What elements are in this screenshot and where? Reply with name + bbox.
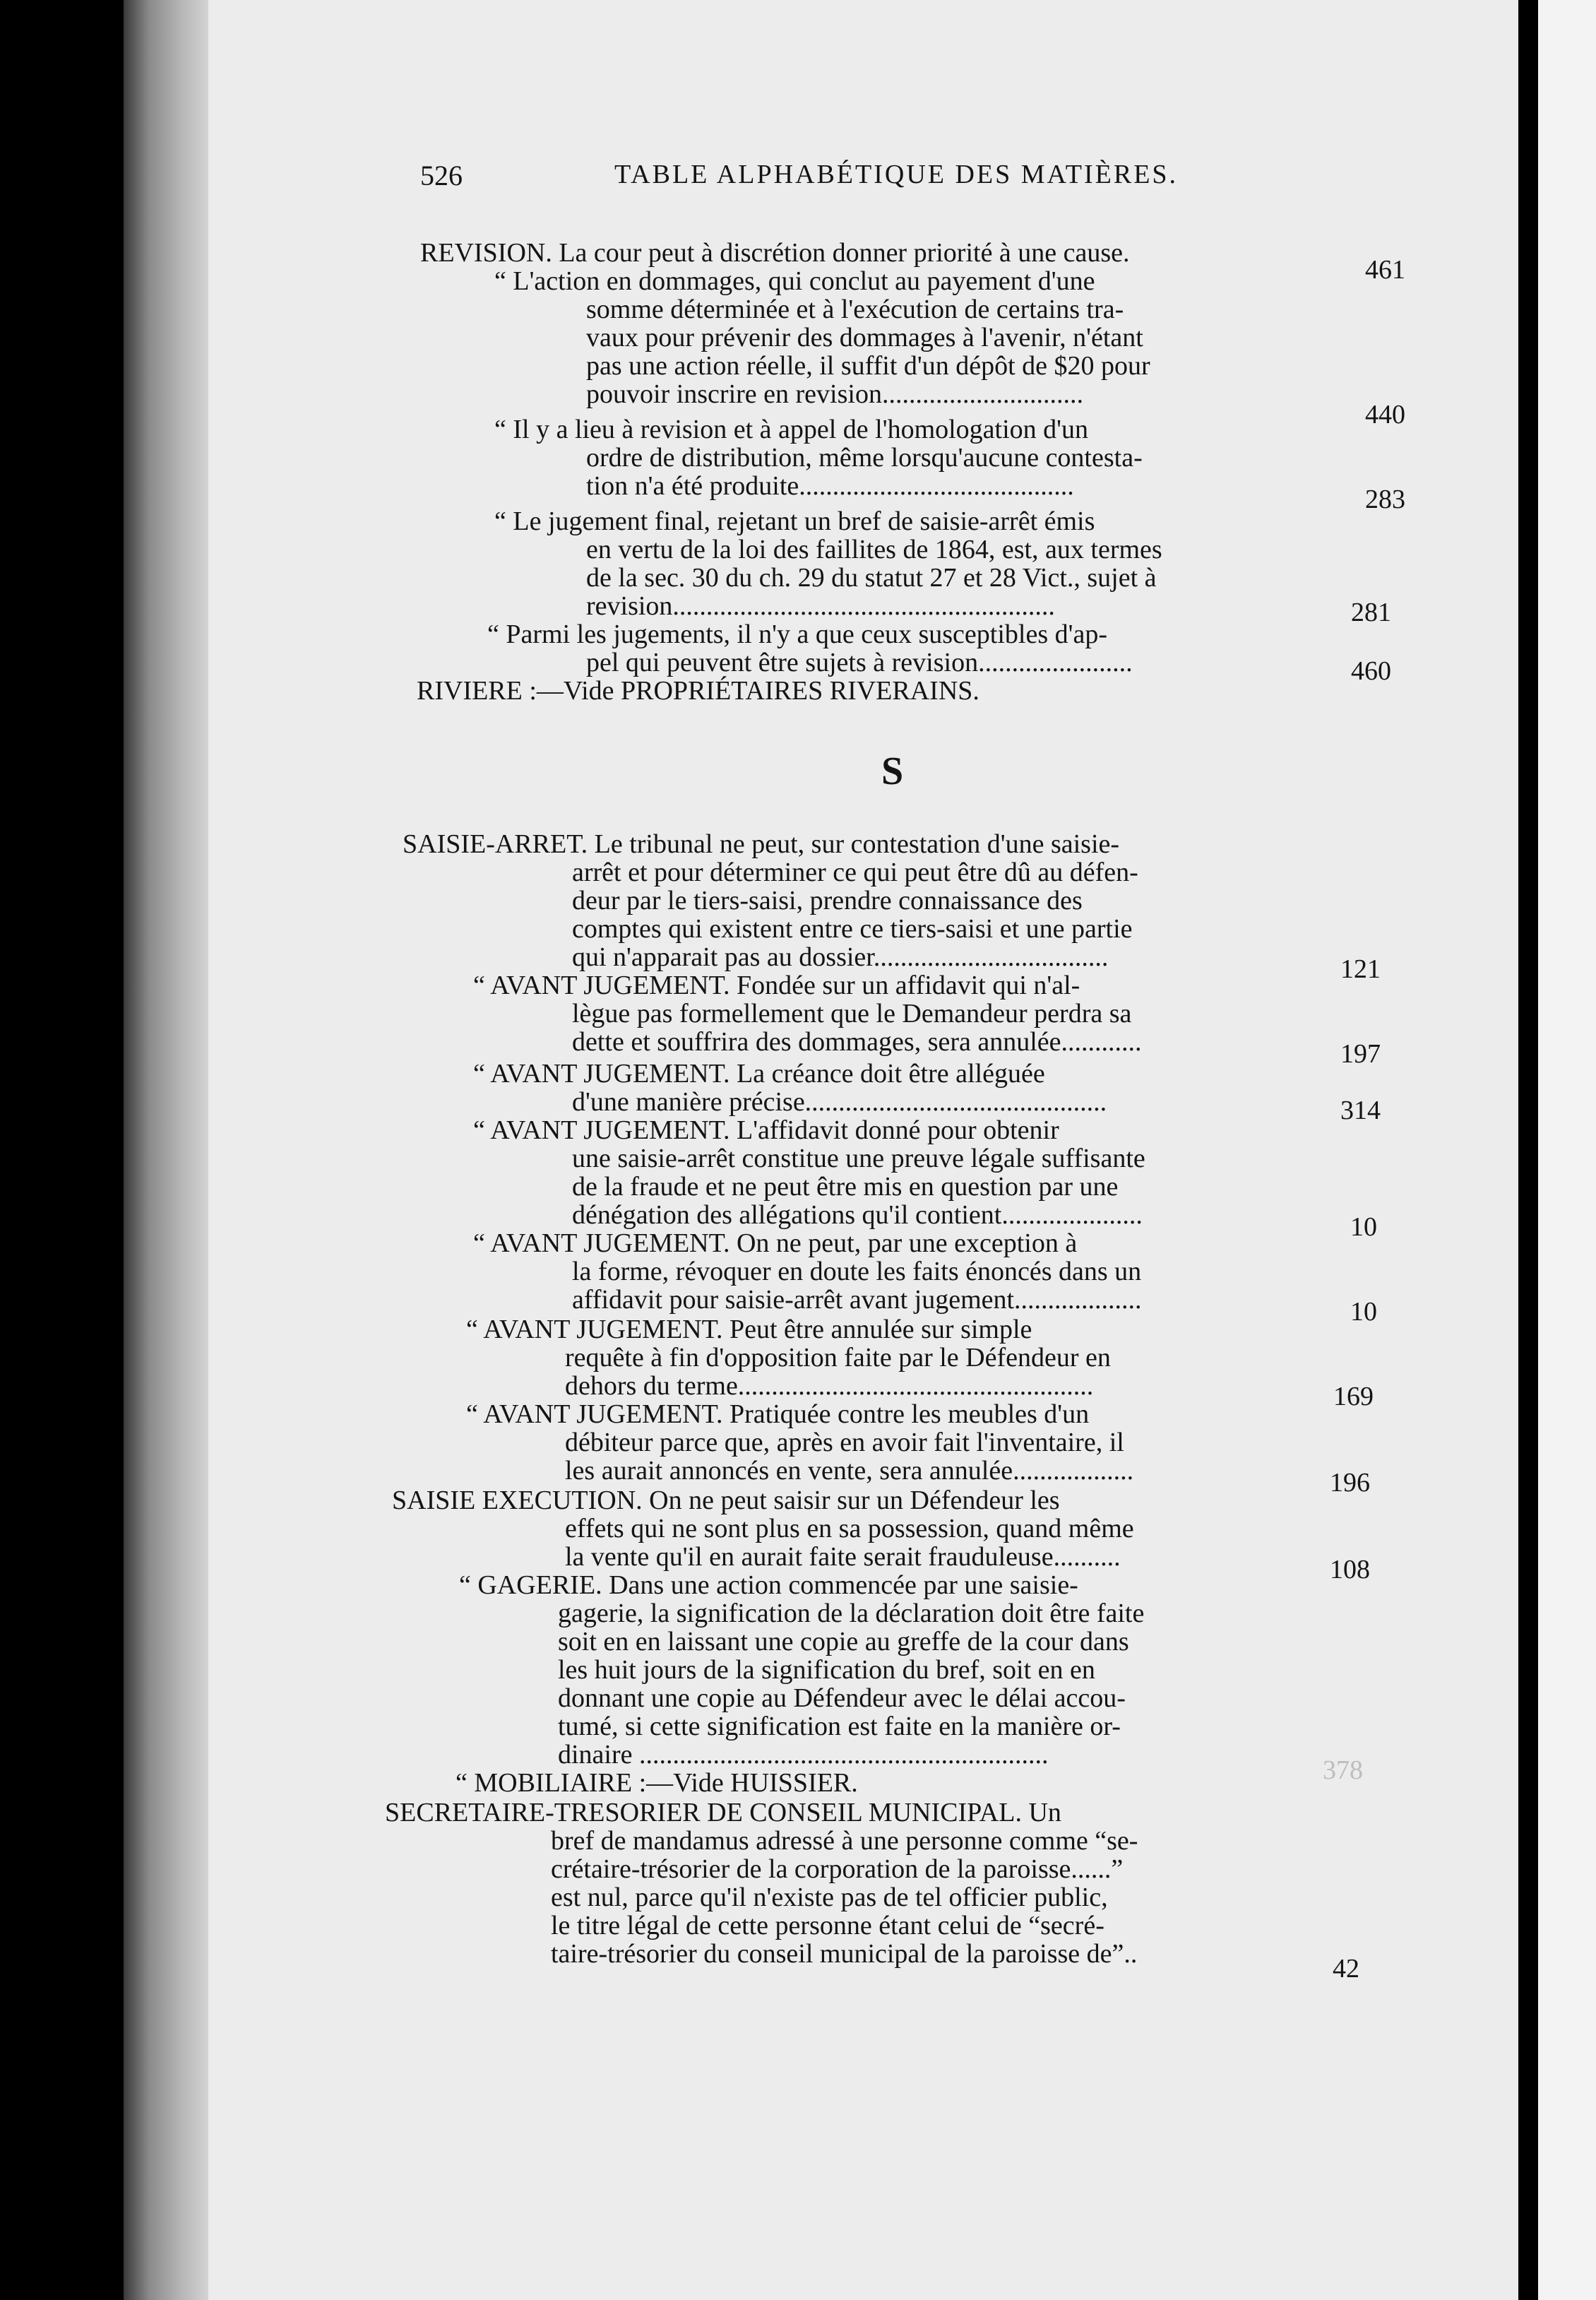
page-edge xyxy=(124,0,208,2300)
entry-line: dinaire ............................................................. xyxy=(558,1740,1049,1770)
entry-line: “ AVANT JUGEMENT. L'affidavit donné pour obtenir xyxy=(473,1115,1059,1145)
entry-line: REVISION. La cour peut à discrétion donner priorité à une cause. xyxy=(420,238,1130,268)
entry-line: dehors du terme..................................................... xyxy=(565,1371,1094,1401)
entry-line: SAISIE EXECUTION. On ne peut saisir sur un Défendeur les xyxy=(392,1486,1060,1515)
page-ref: 10 xyxy=(1350,1212,1377,1242)
entry-line: “ Le jugement final, rejetant un bref de saisie-arrêt émis xyxy=(494,506,1095,536)
entry-line: “ AVANT JUGEMENT. La créance doit être alléguée xyxy=(473,1059,1045,1089)
entry-line: vaux pour prévenir des dommages à l'avenir, n'étant xyxy=(586,323,1143,352)
page-ref: 121 xyxy=(1340,954,1381,984)
page-ref: 10 xyxy=(1350,1297,1377,1327)
entry-line: “ Parmi les jugements, il n'y a que ceux susceptibles d'ap- xyxy=(487,620,1107,649)
entry-line: “ AVANT JUGEMENT. Peut être annulée sur simple xyxy=(466,1315,1032,1344)
entry-line: “ MOBILIAIRE :—Vide HUISSIER. xyxy=(455,1768,858,1798)
entry-line: somme déterminée et à l'exécution de certains tra- xyxy=(586,295,1124,324)
page-ref: 42 xyxy=(1333,1954,1359,1984)
page-ref: 378 xyxy=(1323,1755,1363,1785)
entry-line: la vente qu'il en aurait faite serait frauduleuse.......... xyxy=(565,1542,1121,1572)
page-ref: 281 xyxy=(1351,598,1391,627)
entry-line: débiteur parce que, après en avoir fait l'inventaire, il xyxy=(565,1428,1124,1457)
entry-line: donnant une copie au Défendeur avec le délai accou- xyxy=(558,1683,1126,1713)
entry-line: ordre de distribution, même lorsqu'aucune contesta- xyxy=(586,443,1143,473)
page-ref: 460 xyxy=(1351,656,1391,686)
entry-line: de la fraude et ne peut être mis en question par une xyxy=(572,1172,1119,1202)
page-ref: 169 xyxy=(1333,1382,1374,1411)
entry-line: pel qui peuvent être sujets à revision....................... xyxy=(586,648,1133,677)
entry-line: affidavit pour saisie-arrêt avant jugement................... xyxy=(572,1285,1142,1315)
entry-line: deur par le tiers-saisi, prendre connaissance des xyxy=(572,886,1083,915)
entry-line: pas une action réelle, il suffit d'un dépôt de $20 pour xyxy=(586,351,1150,381)
entry-line: “ L'action en dommages, qui conclut au payement d'une xyxy=(494,266,1095,296)
entry-line: les huit jours de la signification du bref, soit en en xyxy=(558,1655,1095,1685)
page-ref: 197 xyxy=(1340,1039,1381,1069)
running-title: TABLE ALPHABÉTIQUE DES MATIÈRES. xyxy=(614,160,1179,189)
entry-line: pouvoir inscrire en revision.............................. xyxy=(586,379,1083,409)
entry-line: dette et souffrira des dommages, sera annulée............ xyxy=(572,1027,1142,1057)
section-letter: S xyxy=(881,749,904,793)
entry-line: “ GAGERIE. Dans une action commencée par une saisie- xyxy=(459,1570,1078,1600)
entry-line: comptes qui existent entre ce tiers-saisi et une partie xyxy=(572,914,1133,944)
entry-line: qui n'apparait pas au dossier................................... xyxy=(572,942,1109,972)
entry-line: une saisie-arrêt constitue une preuve légale suffisante xyxy=(572,1144,1145,1173)
entry-line: RIVIERE :—Vide PROPRIÉTAIRES RIVERAINS. xyxy=(417,676,979,706)
scan-background-left xyxy=(0,0,124,2300)
page-ref: 461 xyxy=(1365,255,1405,285)
entry-line: est nul, parce qu'il n'existe pas de tel officier public, xyxy=(551,1883,1108,1912)
entry-line: “ AVANT JUGEMENT. Fondée sur un affidavit qui n'al- xyxy=(473,971,1080,1000)
page-ref: 283 xyxy=(1365,485,1405,514)
entry-line: dénégation des allégations qu'il contient..................... xyxy=(572,1200,1143,1230)
entry-line: SAISIE-ARRET. Le tribunal ne peut, sur contestation d'une saisie- xyxy=(403,829,1120,859)
page-ref: 314 xyxy=(1340,1096,1381,1125)
entry-line: “ AVANT JUGEMENT. Pratiquée contre les meubles d'un xyxy=(466,1399,1090,1429)
page-ref: 108 xyxy=(1330,1555,1370,1584)
entry-line: “ Il y a lieu à revision et à appel de l'homologation d'un xyxy=(494,415,1089,444)
entry-line: la forme, révoquer en doute les faits énoncés dans un xyxy=(572,1257,1142,1286)
page-number: 526 xyxy=(420,160,463,191)
entry-line: revision......................................................... xyxy=(586,591,1055,621)
entry-line: le titre légal de cette personne étant celui de “secré- xyxy=(551,1911,1104,1940)
entry-line: d'une manière précise............................................. xyxy=(572,1087,1107,1117)
entry-line: taire-trésorier du conseil municipal de la paroisse de”.. xyxy=(551,1939,1138,1969)
entry-line: crétaire-trésorier de la corporation de la paroisse......” xyxy=(551,1854,1124,1884)
entry-line: “ AVANT JUGEMENT. On ne peut, par une exception à xyxy=(473,1228,1078,1258)
entry-line: tion n'a été produite......................................... xyxy=(586,471,1074,501)
entry-line: requête à fin d'opposition faite par le Défendeur en xyxy=(565,1343,1111,1373)
entry-line: en vertu de la loi des faillites de 1864, est, aux termes xyxy=(586,535,1162,564)
entry-line: soit en en laissant une copie au greffe de la cour dans xyxy=(558,1627,1129,1656)
entry-line: les aurait annoncés en vente, sera annulée.................. xyxy=(565,1456,1134,1486)
entry-line: bref de mandamus adressé à une personne comme “se- xyxy=(551,1826,1138,1856)
scan-gutter-right xyxy=(1518,0,1538,2300)
page-ref: 196 xyxy=(1330,1468,1370,1498)
entry-line: gagerie, la signification de la déclaration doit être faite xyxy=(558,1599,1145,1628)
entry-line: arrêt et pour déterminer ce qui peut être dû au défen- xyxy=(572,858,1138,887)
entry-line: SECRETAIRE-TRESORIER DE CONSEIL MUNICIPAL. Un xyxy=(385,1798,1061,1827)
facing-page-edge xyxy=(1538,0,1596,2300)
entry-line: de la sec. 30 du ch. 29 du statut 27 et 28 Vict., sujet à xyxy=(586,563,1157,593)
page-ref: 440 xyxy=(1365,400,1405,429)
entry-line: lègue pas formellement que le Demandeur perdra sa xyxy=(572,999,1132,1029)
entry-line: effets qui ne sont plus en sa possession, quand même xyxy=(565,1514,1134,1543)
entry-line: tumé, si cette signification est faite en la manière or- xyxy=(558,1712,1121,1741)
